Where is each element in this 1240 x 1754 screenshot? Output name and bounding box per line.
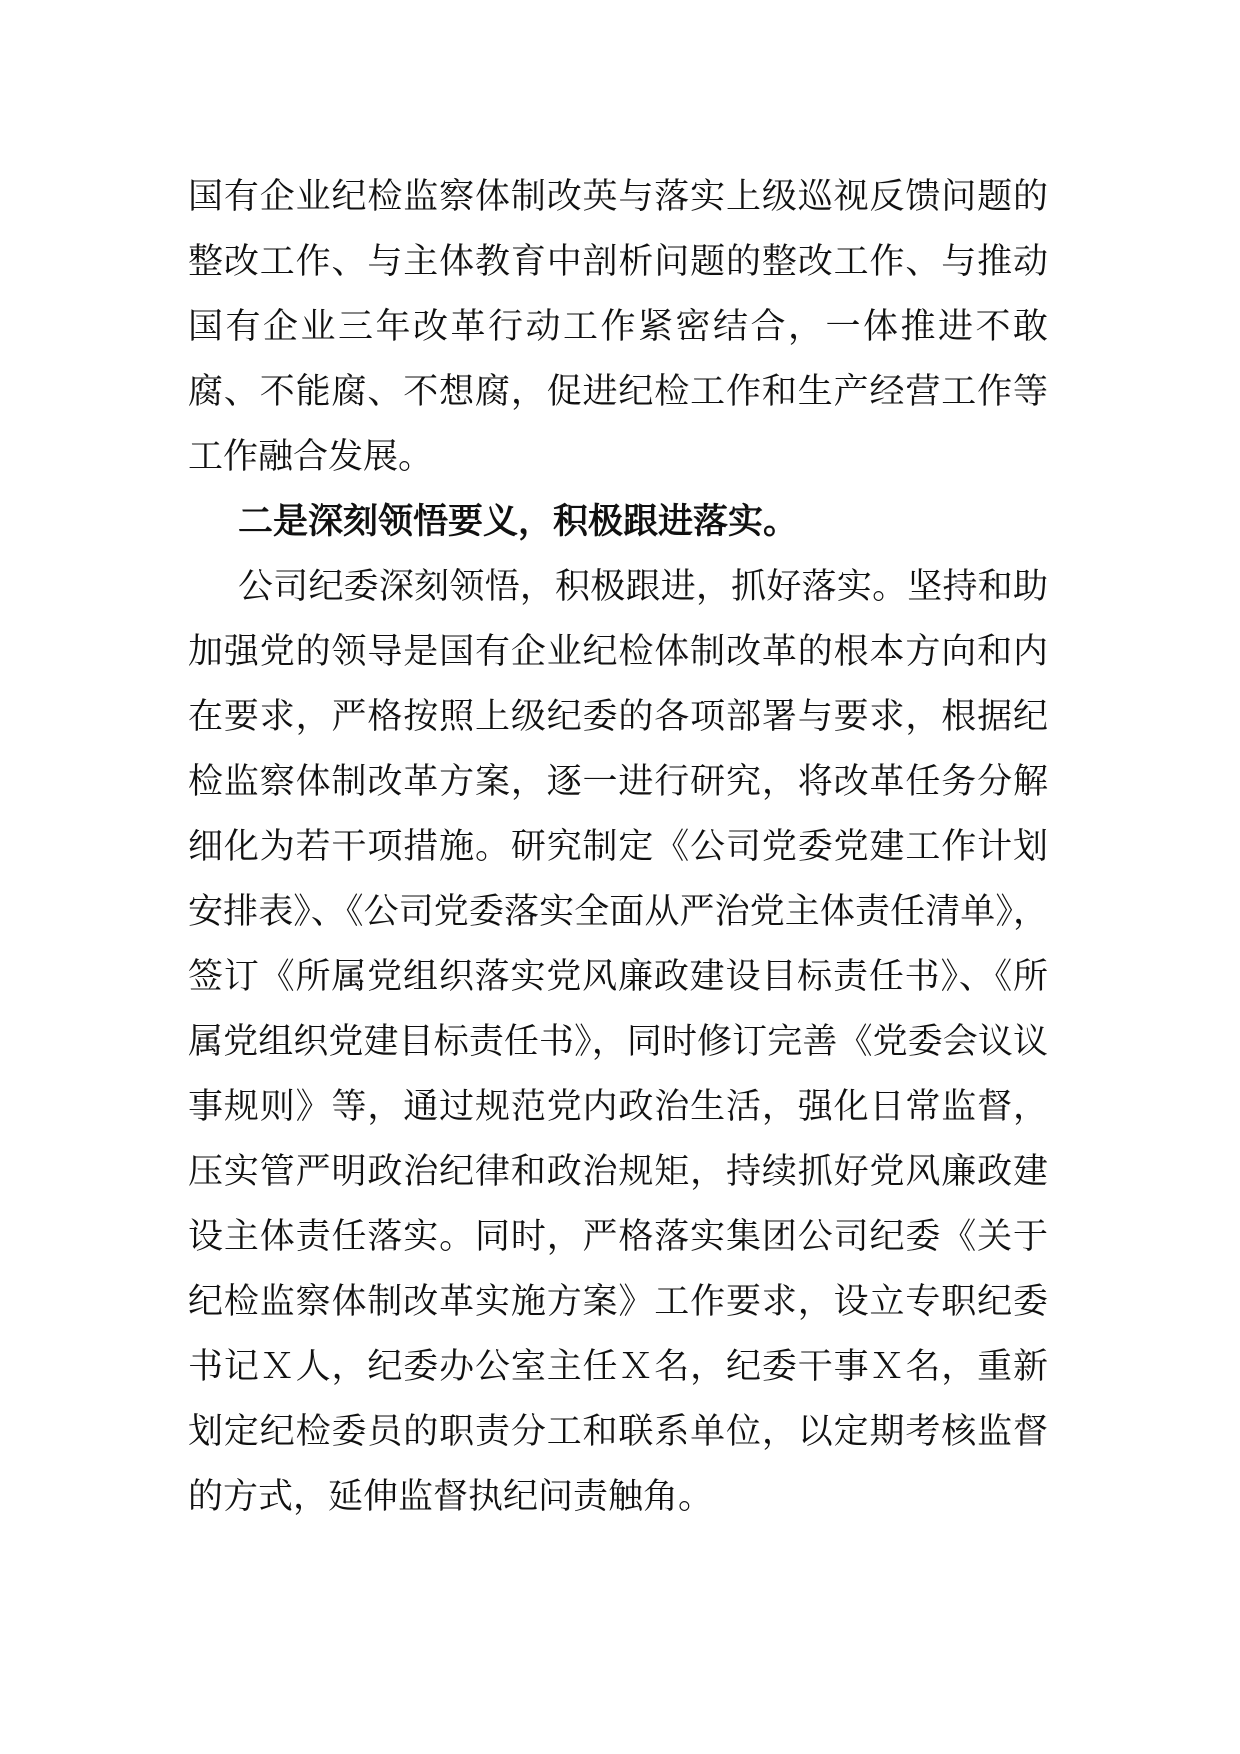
section-heading: 二是深刻领悟要义，积极跟进落实。 [238, 502, 799, 542]
paragraph-body: 公司纪委深刻领悟，积极跟进，抓好落实。坚持和助加强党的领导是国有企业纪检体制改革的根本方向和内在要求，严格按照上级纪委的各项部署与要求，根据纪检监察体制改革方案，逐一进行研究，将改革任务分解细化为若干项措施。研究制定《公司党委党建工作计划安排表》、《公司党委落实全面从严治党主体责任清单》，签订《所属党组织落实党风廉政建设目标责任书》、《所属党组织党建目标责任书》，同时修订完善《党委会议议事规则》等，通过规范党内政治生活，强化日常监督，压实管严明政治纪律和政治规矩，持续抓好党风廉政建设主体责任落实。同时，严格落实集团公司纪委《关于纪检监察体制改革实施方案》工作要求，设立专职纪委书记Ｘ人，纪委办公室主任Ｘ名，纪委干事Ｘ名，重新划定纪检委员的职责分工和联系单位，以定期考核监督的方式，延伸监督执纪问责触角。 [188, 567, 1048, 1517]
document-body [188, 165, 1048, 1530]
paragraph-continuation: 国有企业纪检监察体制改英与落实上级巡视反馈问题的整改工作、与主体教育中剖析问题的整改工作、与推动国有企业三年改革行动工作紧密结合，一体推进不敢腐、不能腐、不想腐，促进纪检工作和生产经营工作等工作融合发展。 [188, 177, 1048, 477]
